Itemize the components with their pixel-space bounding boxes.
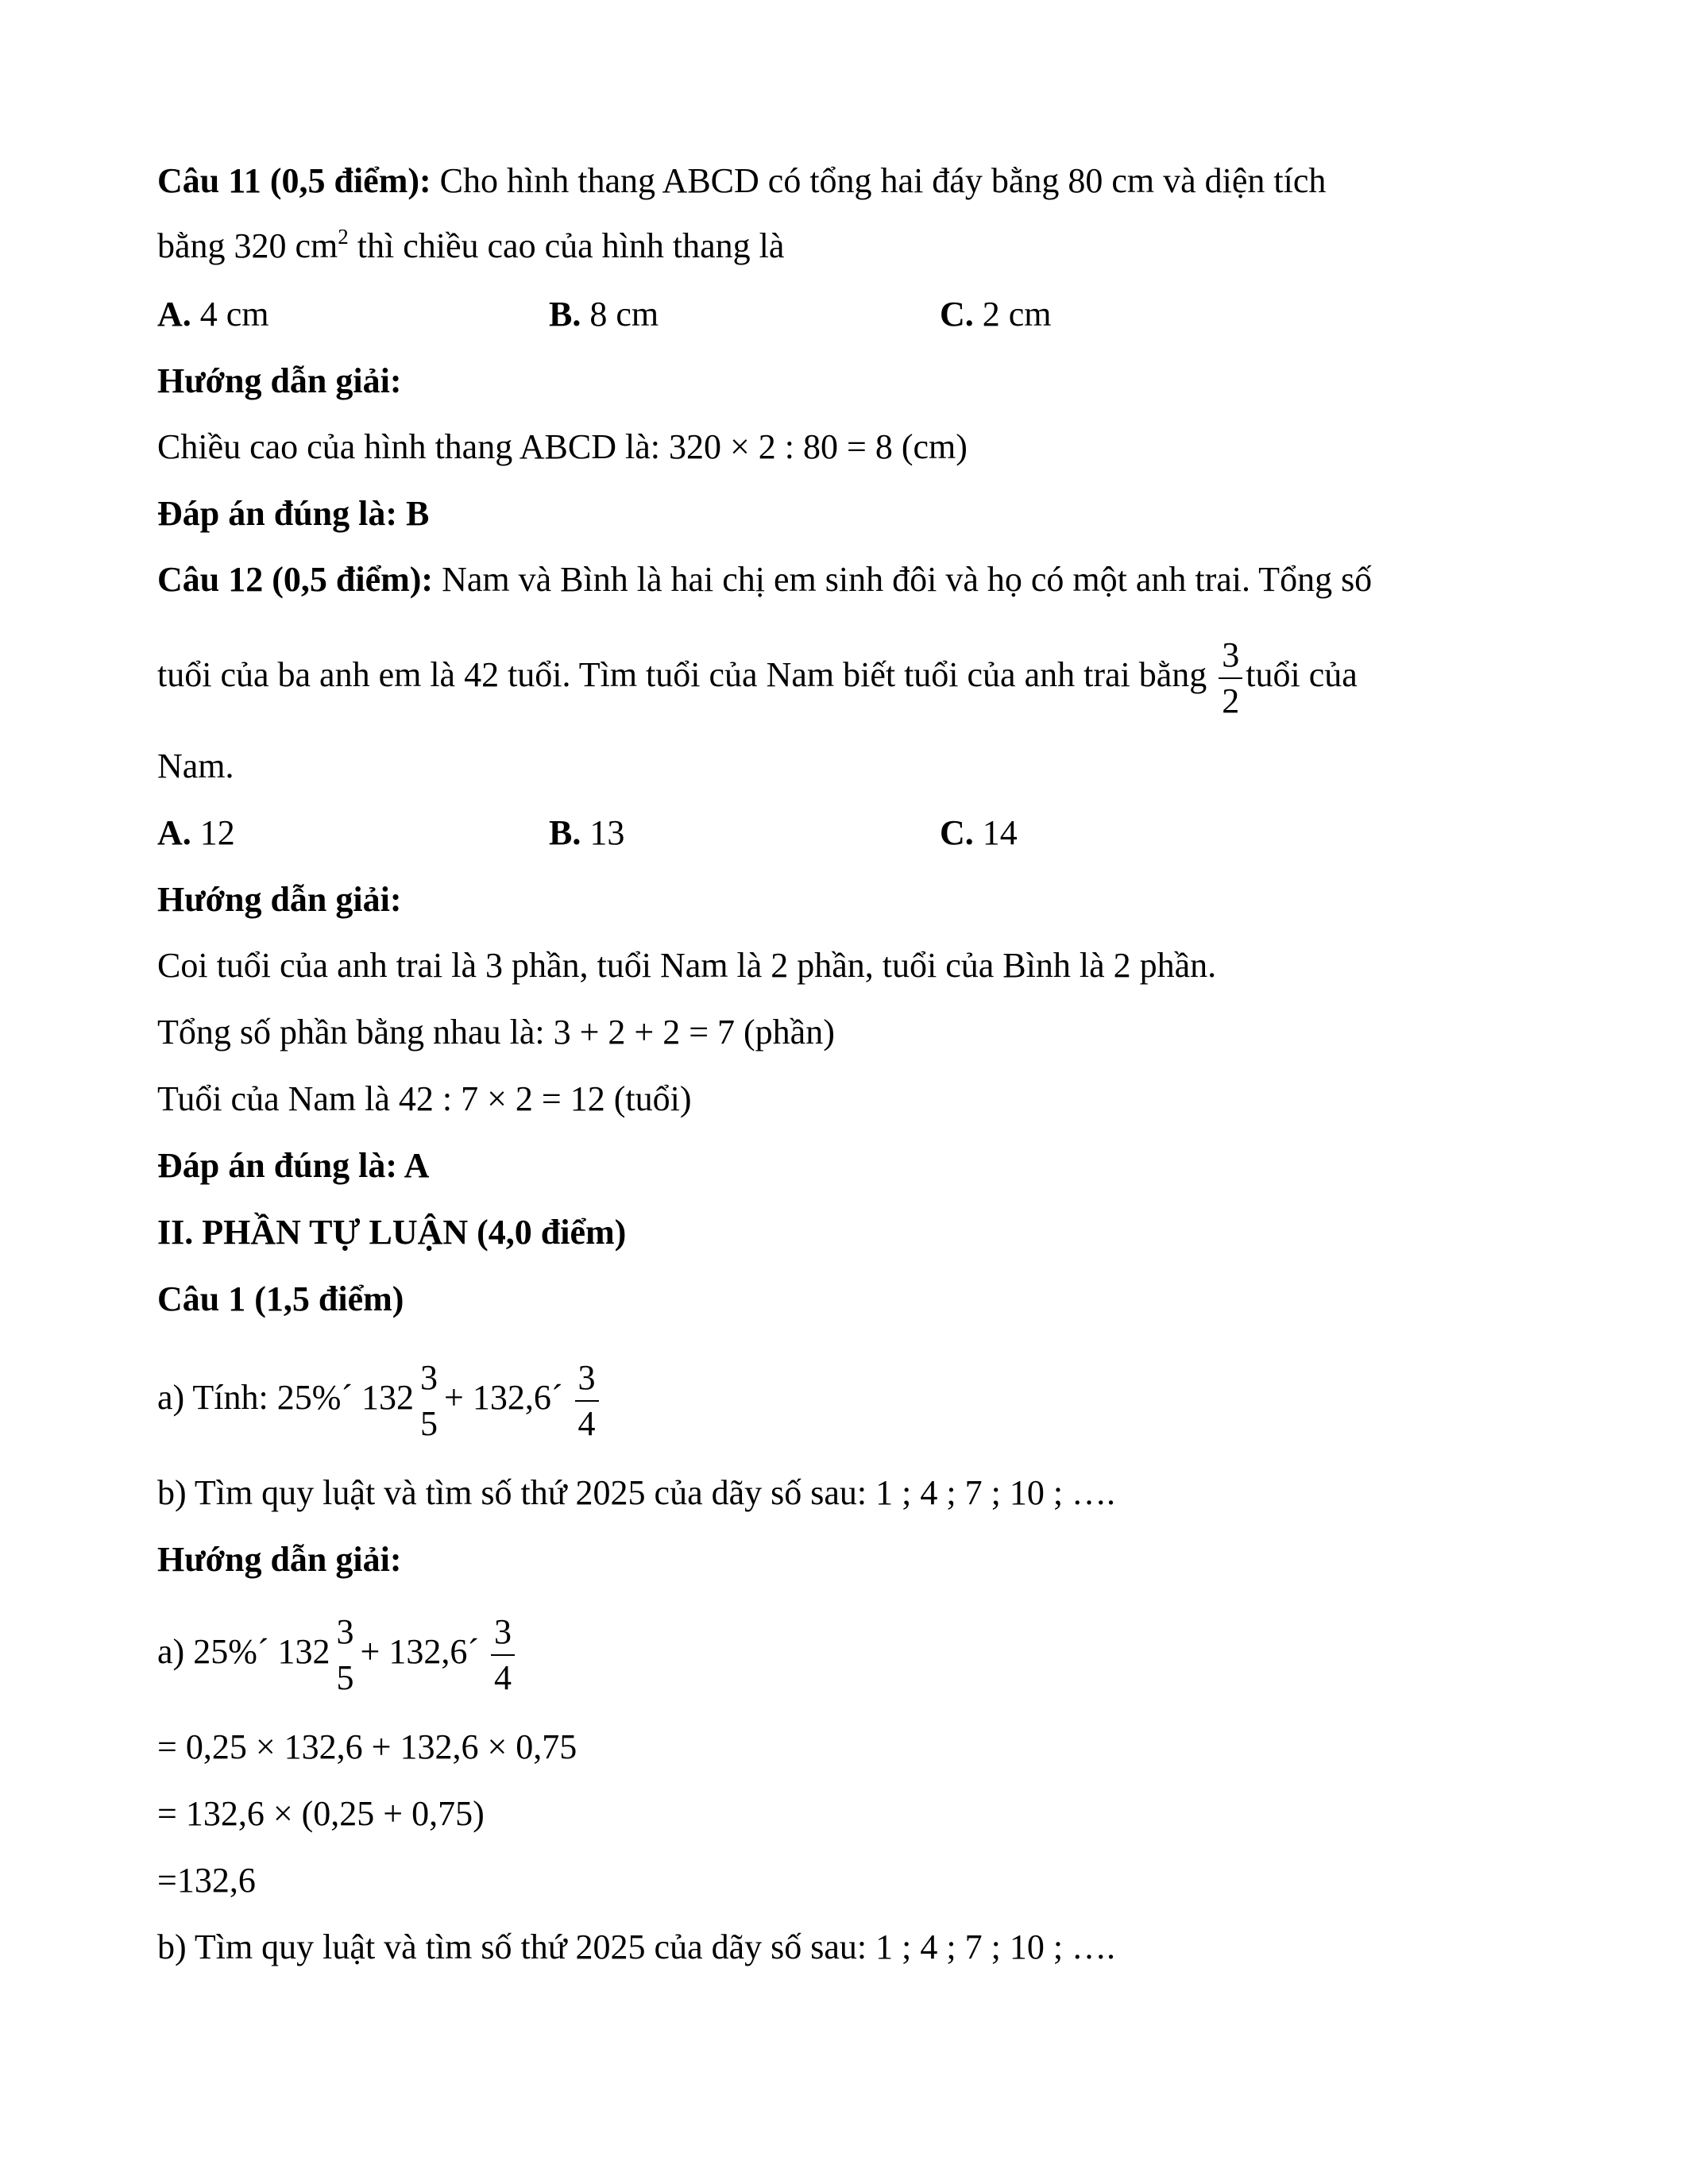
q12-text-2b: tuổi của (1246, 655, 1358, 694)
q12-line-1 (157, 556, 1372, 604)
sol-expr-term-2: + 132,6´ (360, 1632, 488, 1671)
q12-step-1: Coi tuổi của anh trai là 3 phần, tuổi Nam là 2 phần, tuổi của Bình là 2 phần. (157, 946, 1217, 985)
q12-label: Câu 12 (0,5 điểm): (157, 560, 434, 599)
part2-q1-label: Câu 1 (1,5 điểm) (157, 1279, 404, 1318)
part2-guide-title: Hướng dẫn giải: (157, 1540, 402, 1579)
part2-q1-a (157, 1342, 602, 1453)
solution-step-1: = 0,25 × 132,6 + 132,6 × 0,75 (157, 1727, 577, 1766)
sol-a-prefix: a) (157, 1632, 194, 1671)
sol-expr-term-1: 25%´ 132 (193, 1632, 330, 1671)
q12-text-1: Nam và Bình là hai chị em sinh đôi và họ có một anh trai. Tổng số (433, 560, 1373, 599)
q11-solution: Chiều cao của hình thang ABCD là: 320 × 2 : 80 = 8 (cm) (157, 427, 968, 466)
q1-a-prefix: a) Tính: (157, 1378, 277, 1417)
q11-option-a: A. 4 cm (157, 295, 269, 334)
q12-options (157, 809, 1587, 857)
q11-line-1 (157, 157, 1326, 205)
q11-line-2 (157, 222, 784, 270)
sol-expr-fraction-2: $\frac{3}{4}$ (491, 1615, 515, 1696)
expr-term-1: 25%´ 132 (276, 1378, 415, 1417)
q11-option-b: B. 8 cm (549, 295, 659, 334)
q12-step-2: Tổng số phần bằng nhau là: 3 + 2 + 2 = 7 (phần) (157, 1013, 835, 1051)
q11-guide-title: Hướng dẫn giải: (157, 361, 402, 400)
part2-q1-b: b) Tìm quy luật và tìm số thứ 2025 của dãy số sau: 1 ; 4 ; 7 ; 10 ; …. (157, 1473, 1116, 1512)
q11-label: Câu 11 (0,5 điểm): (157, 161, 431, 200)
part2-heading: II. PHẦN TỰ LUẬN (4,0 điểm) (157, 1213, 627, 1252)
expr-fraction-2: $\frac{3}{4}$ (575, 1360, 599, 1441)
q11-text-1: Cho hình thang ABCD có tổng hai đáy bằng 80 cm và diện tích (431, 161, 1327, 200)
q12-step-3: Tuổi của Nam là 42 : 7 × 2 = 12 (tuổi) (157, 1079, 692, 1118)
q12-guide-title: Hướng dẫn giải: (157, 880, 402, 919)
q11-options (157, 291, 1587, 338)
q11-text-2b: thì chiều cao của hình thang là (348, 226, 785, 265)
expr-term-2: + 132,6´ (444, 1378, 572, 1417)
q11-option-c: C. 2 cm (940, 295, 1052, 334)
q11-text-2a: bằng 320 cm (157, 226, 338, 265)
q12-line-2 (157, 627, 1358, 723)
q12-fraction: $\frac{3}{2}$ (1219, 638, 1242, 719)
solution-b: b) Tìm quy luật và tìm số thứ 2025 của dãy số sau: 1 ; 4 ; 7 ; 10 ; …. (157, 1927, 1116, 1966)
q12-option-c: C. 14 (940, 813, 1018, 852)
q12-option-b: B. 13 (549, 813, 625, 852)
q11-superscript: 2 (338, 225, 349, 249)
q12-option-a: A. 12 (157, 813, 235, 852)
expr-fraction-1: $\frac{3}{5}$ (420, 1357, 438, 1443)
solution-step-2: = 132,6 × (0,25 + 0,75) (157, 1794, 485, 1833)
q12-line-3: Nam. (157, 747, 234, 785)
q11-answer: Đáp án đúng là: B (157, 494, 430, 533)
solution-step-3: =132,6 (157, 1861, 256, 1900)
q12-text-2a: tuổi của ba anh em là 42 tuổi. Tìm tuổi của Nam biết tuổi của anh trai bằng (157, 655, 1207, 694)
q12-answer: Đáp án đúng là: A (157, 1146, 430, 1185)
part2-solution-a (157, 1596, 518, 1707)
sol-expr-fraction-1: $\frac{3}{5}$ (336, 1611, 354, 1697)
